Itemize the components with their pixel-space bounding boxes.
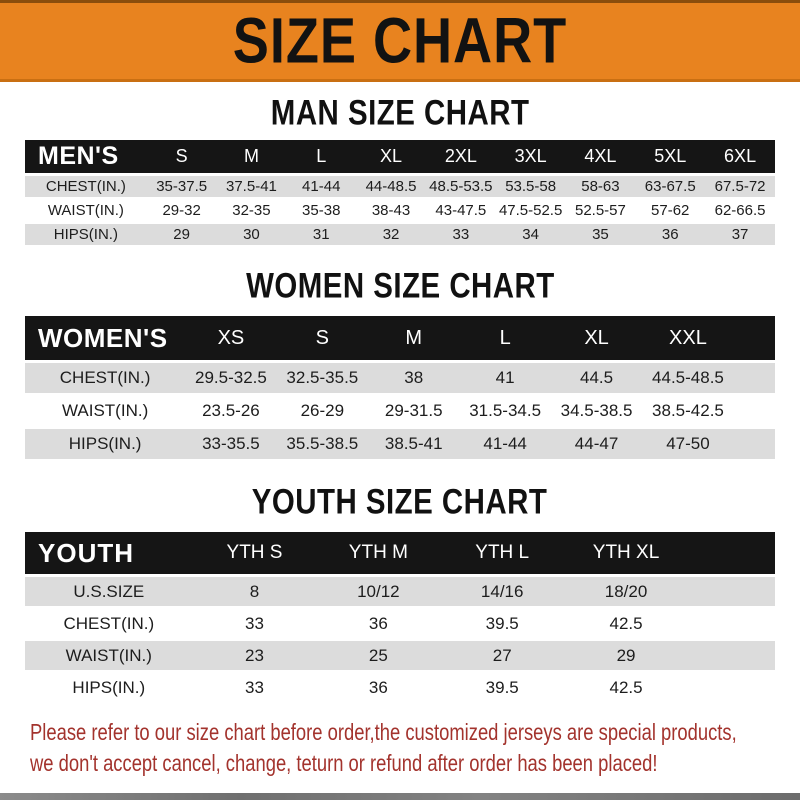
size-column-header: XXL bbox=[642, 316, 733, 362]
size-value-cell: 32 bbox=[356, 223, 426, 247]
man-section-heading bbox=[0, 92, 800, 133]
size-column-header: XL bbox=[551, 316, 642, 362]
size-column-header: XL bbox=[356, 140, 426, 175]
size-value-cell: 30 bbox=[217, 223, 287, 247]
size-column-header: YTH S bbox=[193, 532, 317, 576]
row-spacer-cell bbox=[688, 608, 775, 640]
size-value-cell: 67.5-72 bbox=[705, 175, 775, 199]
row-spacer-cell bbox=[734, 362, 775, 395]
size-value-cell: 31 bbox=[286, 223, 356, 247]
size-value-cell: 35.5-38.5 bbox=[277, 428, 368, 461]
size-value-cell: 35-37.5 bbox=[147, 175, 217, 199]
size-value-cell: 23.5-26 bbox=[185, 395, 276, 428]
size-value-cell: 36 bbox=[316, 672, 440, 704]
size-value-cell: 42.5 bbox=[564, 672, 688, 704]
measurement-row bbox=[25, 175, 775, 199]
man-section-heading-text: MAN SIZE CHART bbox=[270, 92, 530, 133]
row-spacer-cell bbox=[734, 395, 775, 428]
size-column-header: 5XL bbox=[635, 140, 705, 175]
size-value-cell: 44-47 bbox=[551, 428, 642, 461]
measurement-row bbox=[25, 608, 775, 640]
size-value-cell: 44.5 bbox=[551, 362, 642, 395]
row-spacer-cell bbox=[688, 576, 775, 608]
table-title-label: WOMEN'S bbox=[25, 316, 185, 362]
size-value-cell: 44.5-48.5 bbox=[642, 362, 733, 395]
size-column-header: L bbox=[459, 316, 550, 362]
size-value-cell: 29 bbox=[147, 223, 217, 247]
order-policy-note bbox=[30, 717, 800, 779]
women-size-section bbox=[0, 265, 800, 462]
size-column-header: 3XL bbox=[496, 140, 566, 175]
measurement-row-label: WAIST(IN.) bbox=[25, 199, 147, 223]
bottom-edge-strip bbox=[0, 793, 800, 800]
size-value-cell: 33 bbox=[193, 608, 317, 640]
measurement-row bbox=[25, 395, 775, 428]
measurement-row bbox=[25, 362, 775, 395]
man-size-table bbox=[25, 140, 775, 248]
size-column-header: XS bbox=[185, 316, 276, 362]
size-value-cell: 58-63 bbox=[566, 175, 636, 199]
measurement-row bbox=[25, 428, 775, 461]
man-size-section bbox=[0, 92, 800, 248]
size-value-cell: 29.5-32.5 bbox=[185, 362, 276, 395]
measurement-row-label: CHEST(IN.) bbox=[25, 175, 147, 199]
size-column-header: M bbox=[368, 316, 459, 362]
women-size-table bbox=[25, 316, 775, 462]
size-value-cell: 38.5-42.5 bbox=[642, 395, 733, 428]
row-spacer-cell bbox=[688, 640, 775, 672]
size-value-cell: 38-43 bbox=[356, 199, 426, 223]
size-value-cell: 48.5-53.5 bbox=[426, 175, 496, 199]
size-header-row bbox=[25, 532, 775, 576]
order-policy-line-1: Please refer to our size chart before order,the customized jerseys are special products, bbox=[30, 719, 737, 745]
women-section-heading-text: WOMEN SIZE CHART bbox=[245, 265, 555, 306]
size-header-row bbox=[25, 140, 775, 175]
youth-size-section bbox=[0, 481, 800, 705]
size-column-header: S bbox=[277, 316, 368, 362]
size-value-cell: 41-44 bbox=[459, 428, 550, 461]
size-value-cell: 47.5-52.5 bbox=[496, 199, 566, 223]
row-spacer-cell bbox=[688, 672, 775, 704]
size-value-cell: 38.5-41 bbox=[368, 428, 459, 461]
size-value-cell: 34 bbox=[496, 223, 566, 247]
size-value-cell: 39.5 bbox=[440, 608, 564, 640]
size-value-cell: 44-48.5 bbox=[356, 175, 426, 199]
size-value-cell: 53.5-58 bbox=[496, 175, 566, 199]
header-spacer-cell bbox=[688, 532, 775, 576]
size-value-cell: 31.5-34.5 bbox=[459, 395, 550, 428]
measurement-row bbox=[25, 640, 775, 672]
size-value-cell: 34.5-38.5 bbox=[551, 395, 642, 428]
size-value-cell: 43-47.5 bbox=[426, 199, 496, 223]
size-header-row bbox=[25, 316, 775, 362]
measurement-row-label: WAIST(IN.) bbox=[25, 640, 193, 672]
measurement-row-label: WAIST(IN.) bbox=[25, 395, 185, 428]
size-column-header: YTH L bbox=[440, 532, 564, 576]
measurement-row-label: U.S.SIZE bbox=[25, 576, 193, 608]
size-value-cell: 33 bbox=[193, 672, 317, 704]
size-value-cell: 32.5-35.5 bbox=[277, 362, 368, 395]
size-value-cell: 25 bbox=[316, 640, 440, 672]
size-value-cell: 32-35 bbox=[217, 199, 287, 223]
size-column-header: S bbox=[147, 140, 217, 175]
size-value-cell: 18/20 bbox=[564, 576, 688, 608]
size-value-cell: 26-29 bbox=[277, 395, 368, 428]
measurement-row-label: HIPS(IN.) bbox=[25, 223, 147, 247]
size-chart-banner bbox=[0, 0, 800, 82]
size-value-cell: 42.5 bbox=[564, 608, 688, 640]
size-value-cell: 35-38 bbox=[286, 199, 356, 223]
youth-size-table bbox=[25, 532, 775, 705]
size-value-cell: 33-35.5 bbox=[185, 428, 276, 461]
size-value-cell: 57-62 bbox=[635, 199, 705, 223]
size-value-cell: 10/12 bbox=[316, 576, 440, 608]
size-value-cell: 52.5-57 bbox=[566, 199, 636, 223]
size-value-cell: 27 bbox=[440, 640, 564, 672]
order-policy-line-2: we don't accept cancel, change, teturn or refund after order has been placed! bbox=[30, 750, 658, 776]
size-column-header: 6XL bbox=[705, 140, 775, 175]
banner-title: SIZE CHART bbox=[232, 5, 568, 77]
size-value-cell: 8 bbox=[193, 576, 317, 608]
size-value-cell: 33 bbox=[426, 223, 496, 247]
youth-section-heading-text: YOUTH SIZE CHART bbox=[252, 481, 548, 522]
size-column-header: 2XL bbox=[426, 140, 496, 175]
size-value-cell: 38 bbox=[368, 362, 459, 395]
measurement-row bbox=[25, 223, 775, 247]
size-value-cell: 14/16 bbox=[440, 576, 564, 608]
header-spacer-cell bbox=[734, 316, 775, 362]
size-value-cell: 39.5 bbox=[440, 672, 564, 704]
measurement-row-label: CHEST(IN.) bbox=[25, 608, 193, 640]
measurement-row bbox=[25, 576, 775, 608]
size-value-cell: 29 bbox=[564, 640, 688, 672]
measurement-row bbox=[25, 199, 775, 223]
measurement-row-label: HIPS(IN.) bbox=[25, 672, 193, 704]
women-section-heading bbox=[0, 265, 800, 306]
table-title-label: MEN'S bbox=[25, 140, 147, 175]
size-value-cell: 29-32 bbox=[147, 199, 217, 223]
measurement-row-label: HIPS(IN.) bbox=[25, 428, 185, 461]
size-value-cell: 37.5-41 bbox=[217, 175, 287, 199]
size-value-cell: 63-67.5 bbox=[635, 175, 705, 199]
size-value-cell: 41-44 bbox=[286, 175, 356, 199]
size-value-cell: 41 bbox=[459, 362, 550, 395]
size-value-cell: 62-66.5 bbox=[705, 199, 775, 223]
youth-section-heading bbox=[0, 481, 800, 522]
size-column-header: YTH XL bbox=[564, 532, 688, 576]
measurement-row-label: CHEST(IN.) bbox=[25, 362, 185, 395]
size-value-cell: 36 bbox=[316, 608, 440, 640]
row-spacer-cell bbox=[734, 428, 775, 461]
size-value-cell: 37 bbox=[705, 223, 775, 247]
measurement-row bbox=[25, 672, 775, 704]
size-column-header: M bbox=[217, 140, 287, 175]
size-column-header: L bbox=[286, 140, 356, 175]
size-value-cell: 23 bbox=[193, 640, 317, 672]
size-value-cell: 47-50 bbox=[642, 428, 733, 461]
table-title-label: YOUTH bbox=[25, 532, 193, 576]
size-value-cell: 36 bbox=[635, 223, 705, 247]
size-column-header: 4XL bbox=[566, 140, 636, 175]
size-value-cell: 29-31.5 bbox=[368, 395, 459, 428]
size-column-header: YTH M bbox=[316, 532, 440, 576]
size-value-cell: 35 bbox=[566, 223, 636, 247]
